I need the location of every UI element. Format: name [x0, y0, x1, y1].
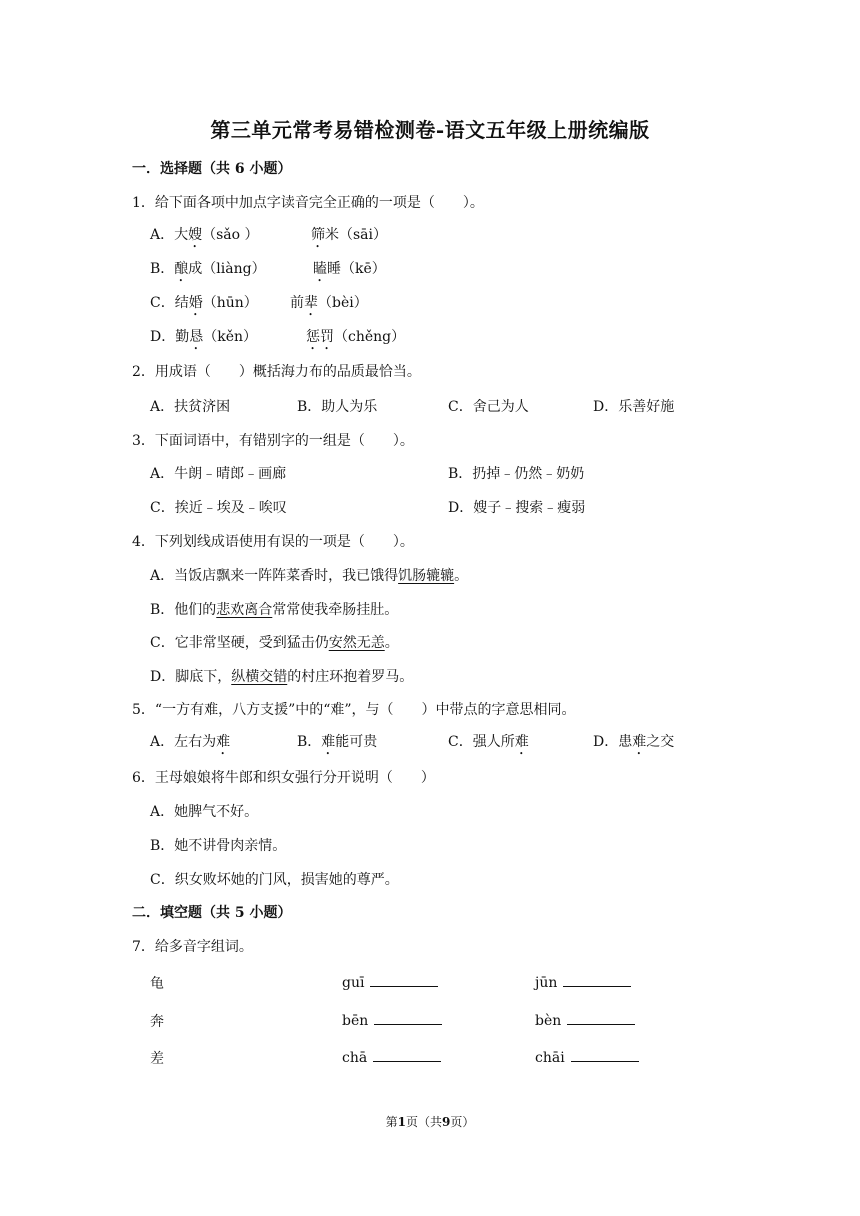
- option-label: B．: [150, 261, 175, 277]
- pinyin-blank: [535, 974, 631, 991]
- option-text: 。: [454, 568, 469, 584]
- option-text: （hūn）: [202, 295, 258, 311]
- option-text: 前: [290, 295, 304, 311]
- pinyin: guī: [342, 975, 365, 991]
- question-1-option-d: [150, 326, 257, 353]
- question-2-option-c: C．舍己为人: [448, 399, 529, 415]
- answer-blank[interactable]: [373, 1049, 441, 1062]
- option-text: （sǎo ）: [202, 227, 259, 243]
- question-1-option-b: [150, 258, 266, 285]
- footer-text: 页）: [450, 1115, 475, 1129]
- question-5-option-a: [150, 731, 230, 758]
- question-7-stem: 7．给多音字组词。: [132, 939, 253, 955]
- dotted-char: 婚: [188, 295, 203, 311]
- option-text: 能可贵: [335, 734, 378, 750]
- answer-blank[interactable]: [563, 974, 631, 987]
- question-5-option-d: [593, 731, 674, 758]
- section-heading-choice: 一．选择题（共 6 小题）: [132, 161, 292, 177]
- dotted-char: 恳: [189, 329, 204, 345]
- page-number: 1: [397, 1115, 406, 1129]
- option-text: 睡（kē）: [327, 261, 386, 277]
- question-5-stem: 5．“一方有难，八方支援”中的“难”，与（ ）中带点的字意思相同。: [132, 702, 576, 718]
- question-1-option-c-second: [290, 292, 368, 319]
- underlined-idiom: 安然无恙: [328, 635, 385, 651]
- pinyin: chāi: [535, 1050, 565, 1066]
- option-text: C．它非常坚硬，受到猛击仍: [150, 635, 329, 651]
- dotted-char: 难: [216, 734, 231, 750]
- option-text: 。: [384, 635, 399, 651]
- pinyin: jūn: [535, 975, 558, 991]
- question-6-stem: 6．王母娘娘将牛郎和织女强行分开说明（ ）: [132, 770, 435, 786]
- footer-text: 页（共: [405, 1115, 442, 1129]
- question-1-stem: 1．给下面各项中加点字读音完全正确的一项是（ ）。: [132, 195, 484, 211]
- question-3-stem: 3．下面词语中，有错别字的一组是（ ）。: [132, 433, 414, 449]
- question-2-stem: 2．用成语（ ）概括海力布的品质最恰当。: [132, 364, 421, 380]
- pinyin-blank: [342, 974, 438, 991]
- question-3-option-a: A．牛朗﹣晴郎﹣画廊: [150, 466, 287, 482]
- question-4-option-b: [150, 599, 398, 619]
- answer-blank[interactable]: [374, 1012, 442, 1025]
- question-1-option-b-second: [313, 258, 386, 285]
- polyphone-char: 奔: [150, 1014, 164, 1030]
- dotted-char: 难: [632, 734, 647, 750]
- option-text: 勤: [175, 329, 190, 345]
- question-4-option-a: [150, 565, 468, 585]
- option-label: C．: [150, 295, 175, 311]
- option-text: 的村庄环抱着罗马。: [287, 669, 414, 685]
- option-text: 米（sāi）: [325, 227, 388, 243]
- option-text: B．: [297, 734, 322, 750]
- option-label: A．: [150, 227, 175, 243]
- dotted-char: 罚: [320, 329, 334, 345]
- question-3-option-c: C．挨近﹣埃及﹣唉叹: [150, 500, 287, 516]
- pinyin: bēn: [342, 1013, 369, 1029]
- answer-blank[interactable]: [370, 974, 438, 987]
- question-6-option-c: C．织女败坏她的门风，损害她的尊严。: [150, 872, 399, 888]
- polyphone-char: 龟: [150, 976, 164, 992]
- dotted-char: 瞌: [313, 261, 327, 277]
- option-text: 大: [174, 227, 189, 243]
- question-1-option-d-second: [306, 326, 405, 353]
- question-1-option-a: [150, 224, 259, 251]
- dotted-char: 筛: [311, 227, 325, 243]
- option-text: 之交: [646, 734, 675, 750]
- option-text: D．患: [593, 734, 633, 750]
- answer-blank[interactable]: [571, 1049, 639, 1062]
- answer-blank[interactable]: [567, 1012, 635, 1025]
- question-6-option-b: B．她不讲骨肉亲情。: [150, 838, 287, 854]
- option-text: （bèi）: [318, 295, 368, 311]
- question-2-option-a: A．扶贫济困: [150, 399, 231, 415]
- question-5-option-c: [448, 731, 529, 758]
- page-footer: [0, 1113, 860, 1130]
- dotted-char: 难: [514, 734, 529, 750]
- option-text: 结: [174, 295, 189, 311]
- underlined-idiom: 悲欢离合: [216, 602, 273, 618]
- question-4-option-c: [150, 632, 399, 652]
- option-text: A．当饭店飘来一阵阵菜香时，我已饿得: [150, 568, 399, 584]
- pinyin: chā: [342, 1050, 368, 1066]
- option-text: D．脚底下，: [150, 669, 232, 685]
- question-5-option-b: [297, 731, 377, 758]
- question-4-stem: 4．下列划线成语使用有误的一项是（ ）。: [132, 534, 414, 550]
- pinyin-blank: [535, 1049, 639, 1066]
- option-text: B．他们的: [150, 602, 217, 618]
- option-text: C．强人所: [448, 734, 515, 750]
- dotted-char: 嫂: [188, 227, 203, 243]
- dotted-char: 酿: [174, 261, 189, 277]
- option-text: 常常使我牵肠挂肚。: [272, 602, 399, 618]
- dotted-char: 难: [321, 734, 336, 750]
- option-text: A．左右为: [150, 734, 217, 750]
- footer-text: 第: [385, 1115, 398, 1129]
- question-2-option-b: B．助人为乐: [297, 399, 378, 415]
- pinyin-blank: [342, 1012, 442, 1029]
- question-3-option-d: D．嫂子﹣搜索﹣瘦弱: [448, 500, 586, 516]
- option-label: D．: [150, 329, 176, 345]
- question-3-option-b: B．扔掉﹣仍然﹣奶奶: [448, 466, 585, 482]
- pinyin-blank: [535, 1012, 635, 1029]
- option-text: （chěng）: [334, 329, 406, 345]
- question-1-option-a-second: [311, 224, 387, 251]
- question-1-option-c: [150, 292, 258, 319]
- pinyin-blank: [342, 1049, 441, 1066]
- option-text: （kěn）: [203, 329, 258, 345]
- pinyin: bèn: [535, 1013, 562, 1029]
- polyphone-char: 差: [150, 1051, 164, 1067]
- question-4-option-d: [150, 666, 413, 686]
- question-6-option-a: A．她脾气不好。: [150, 804, 259, 820]
- section-heading-fill: 二．填空题（共 5 小题）: [132, 905, 292, 921]
- page-title: 第三单元常考易错检测卷-语文五年级上册统编版: [210, 118, 650, 142]
- underlined-idiom: 纵横交错: [231, 669, 288, 685]
- dotted-char: 惩: [306, 329, 320, 345]
- option-text: 成（liàng）: [188, 261, 266, 277]
- total-pages: 9: [442, 1115, 451, 1129]
- underlined-idiom: 饥肠辘辘: [398, 568, 455, 584]
- dotted-char: 辈: [304, 295, 318, 311]
- question-2-option-d: D．乐善好施: [593, 399, 675, 415]
